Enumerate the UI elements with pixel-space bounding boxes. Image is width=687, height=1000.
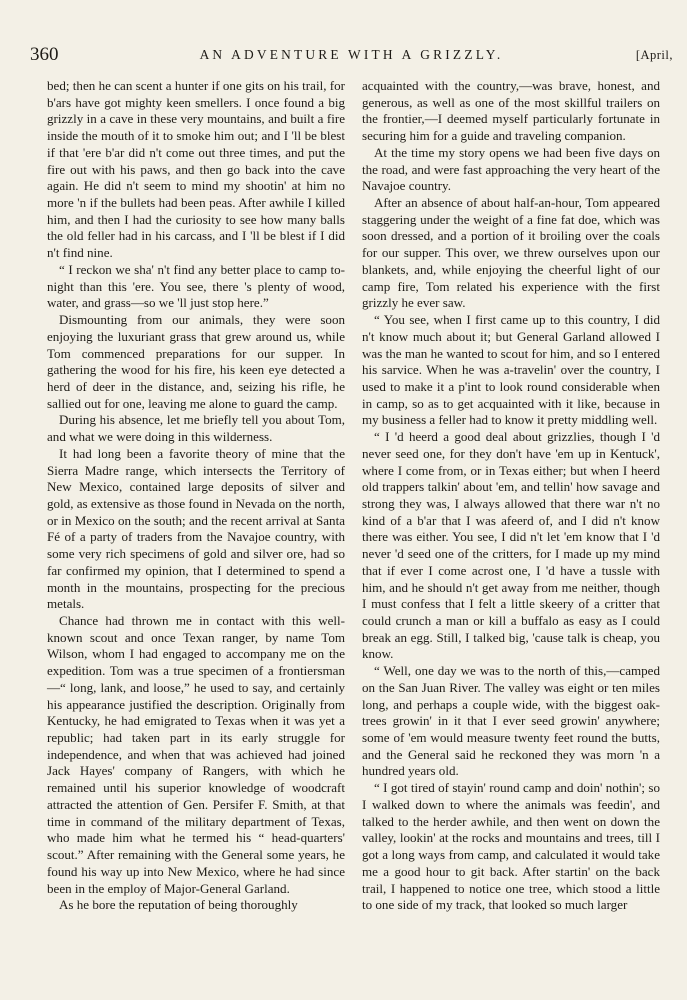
paragraph: During his absence, let me briefly tell you about Tom, and what we were doing in this wilderness. [47, 412, 345, 445]
paragraph: Dismounting from our animals, they were soon enjoying the luxuriant grass that grew around us, while Tom commenced preparations for our supper. In gathering the wood for his fire, his keen eye detected a herd of deer in the distance, and, seizing his rifle, he sallied out for one, leaving me alone to guard the camp. [47, 312, 345, 411]
paragraph: Chance had thrown me in contact with this well-known scout and once Texan ranger, by name Tom Wilson, whom I had engaged to accompany me on the expedition. Tom was a true specimen of a frontiersman—“ long, lank, and loose,” he used to say, and certainly his appearance justified the description. Originally from Kentucky, he had emigrated to Texas when it was yet a republic; had taken part in its early struggle for independence, and when that was achieved had joined Jack Hayes' company of Rangers, with which he remained until his superior knowledge of woodcraft attracted the attention of Gen. Persifer F. Smith, at that time in command of the military department of Texas, who made him what he termed his “ head-quarters' scout.” After remaining with the General some years, he found his way up into New Mexico, where he had since been in the employ of Major-General Garland. [47, 613, 345, 896]
paragraph: “ I got tired of stayin' round camp and doin' nothin'; so I walked down to where the animals was feedin', and talked to the herder awhile, and then went on down the valley, lookin' at the rocks and mountains and trees, till I got a long ways from camp, and calculated it would take me a good hour to git back. After startin' on the back trail, I happened to notice one tree, which stood a little to one side of my track, that looked so much larger [362, 780, 660, 913]
paragraph: At the time my story opens we had been five days on the road, and were fast approaching the very heart of the Navajoe country. [362, 144, 660, 194]
issue-month: [April, [635, 48, 673, 62]
page-number: 360 [30, 44, 59, 65]
paragraph: “ I 'd heerd a good deal about grizzlies, though I 'd never seed one, for they don't have 'em up in Kentuck', where I come from, or in Texas either; but when I heerd old trappers talkin' about 'em, and tellin' how savage and strong they was, I always allowed that there war n't no kind of a b'ar that I was afeerd of, and I did n't know there was either. You see, I did n't let 'em know that I 'd never 'd seed one of the critters, for I made up my mind that if ever I come acrost one, I 'd have a tussle with him, and he should n't get away from me neither, though I must confess that I felt a little skeery of a critter that could crunch a man or kill a buffalo as easy as I could break an egg. Still, I talked big, 'cause talk is cheap, you know. [362, 429, 660, 662]
paragraph: After an absence of about half-an-hour, Tom appeared staggering under the weight of a fine fat doe, which was soon dressed, and a portion of it broiling over the coals for our supper. This over, we threw ourselves upon our blankets, and, while enjoying the cheerful light of our camp fire, Tom related his experience with the first grizzly he ever saw. [362, 195, 660, 311]
paragraph: bed; then he can scent a hunter if one gits on his trail, for b'ars have got mighty keen smellers. I once found a big grizzly in a cave in these very mountains, and built a fire inside the mouth of it to smoke him out; and I 'll be blest if that 'ere b'ar did n't come out three times, and put the fire out with his paws, and then go back into the cave again. He did n't seem to mind my shootin' at him no more 'n if the bullets had been peas. After awhile I killed him, and then I had the curiosity to see how many balls the old feller had in his carcass, and I 'll be blest if I did n't find nine. [47, 78, 345, 261]
running-title: AN ADVENTURE WITH A GRIZZLY. [199, 47, 504, 62]
paragraph: “ You see, when I first came up to this country, I did n't know much about it; but General Garland allowed I was the man he wanted to scout for him, and so I entered his sarvice. When he was a-travelin' over the country, I used to make it a p'int to look round considerable when in camp, so as to get acquainted with it like, because in my business a feller had to know it pretty middling well. [362, 312, 660, 428]
paragraph: “ Well, one day we was to the north of this,—camped on the San Juan River. The valley was eight or ten miles long, and perhaps a couple wide, with the biggest oak-trees growin' in it that I ever seed growin' anywhere; some of 'em would measure twenty feet round the butts, and the General said he reckoned they was morn 'n a hundred years old. [362, 663, 660, 779]
left-column [47, 78, 345, 914]
paragraph: “ I reckon we sha' n't find any better place to camp to-night than this 'ere. You see, there 's plenty of wood, water, and grass—so we 'll just stop here.” [47, 261, 345, 311]
paragraph: acquainted with the country,—was brave, honest, and generous, as well as one of the most skillful trailers on the frontier,—I deemed myself particularly fortunate in securing him for a guide and traveling companion. [362, 78, 660, 144]
paragraph: It had long been a favorite theory of mine that the Sierra Madre range, which intersects the Territory of New Mexico, contained large deposits of silver and gold, as extensive as those found in Nevada on the north, or in Mexico on the south; and the recent arrival at Santa Fé of a party of traders from the Navajoe country, with some very rich specimens of gold and silver ore, had so far confirmed my opinion, that I determined to spend a month in the mountains, prospecting for the precious metals. [47, 445, 345, 612]
paragraph: As he bore the reputation of being thoroughly [59, 897, 298, 913]
page-header [30, 44, 673, 68]
right-column [362, 78, 660, 914]
